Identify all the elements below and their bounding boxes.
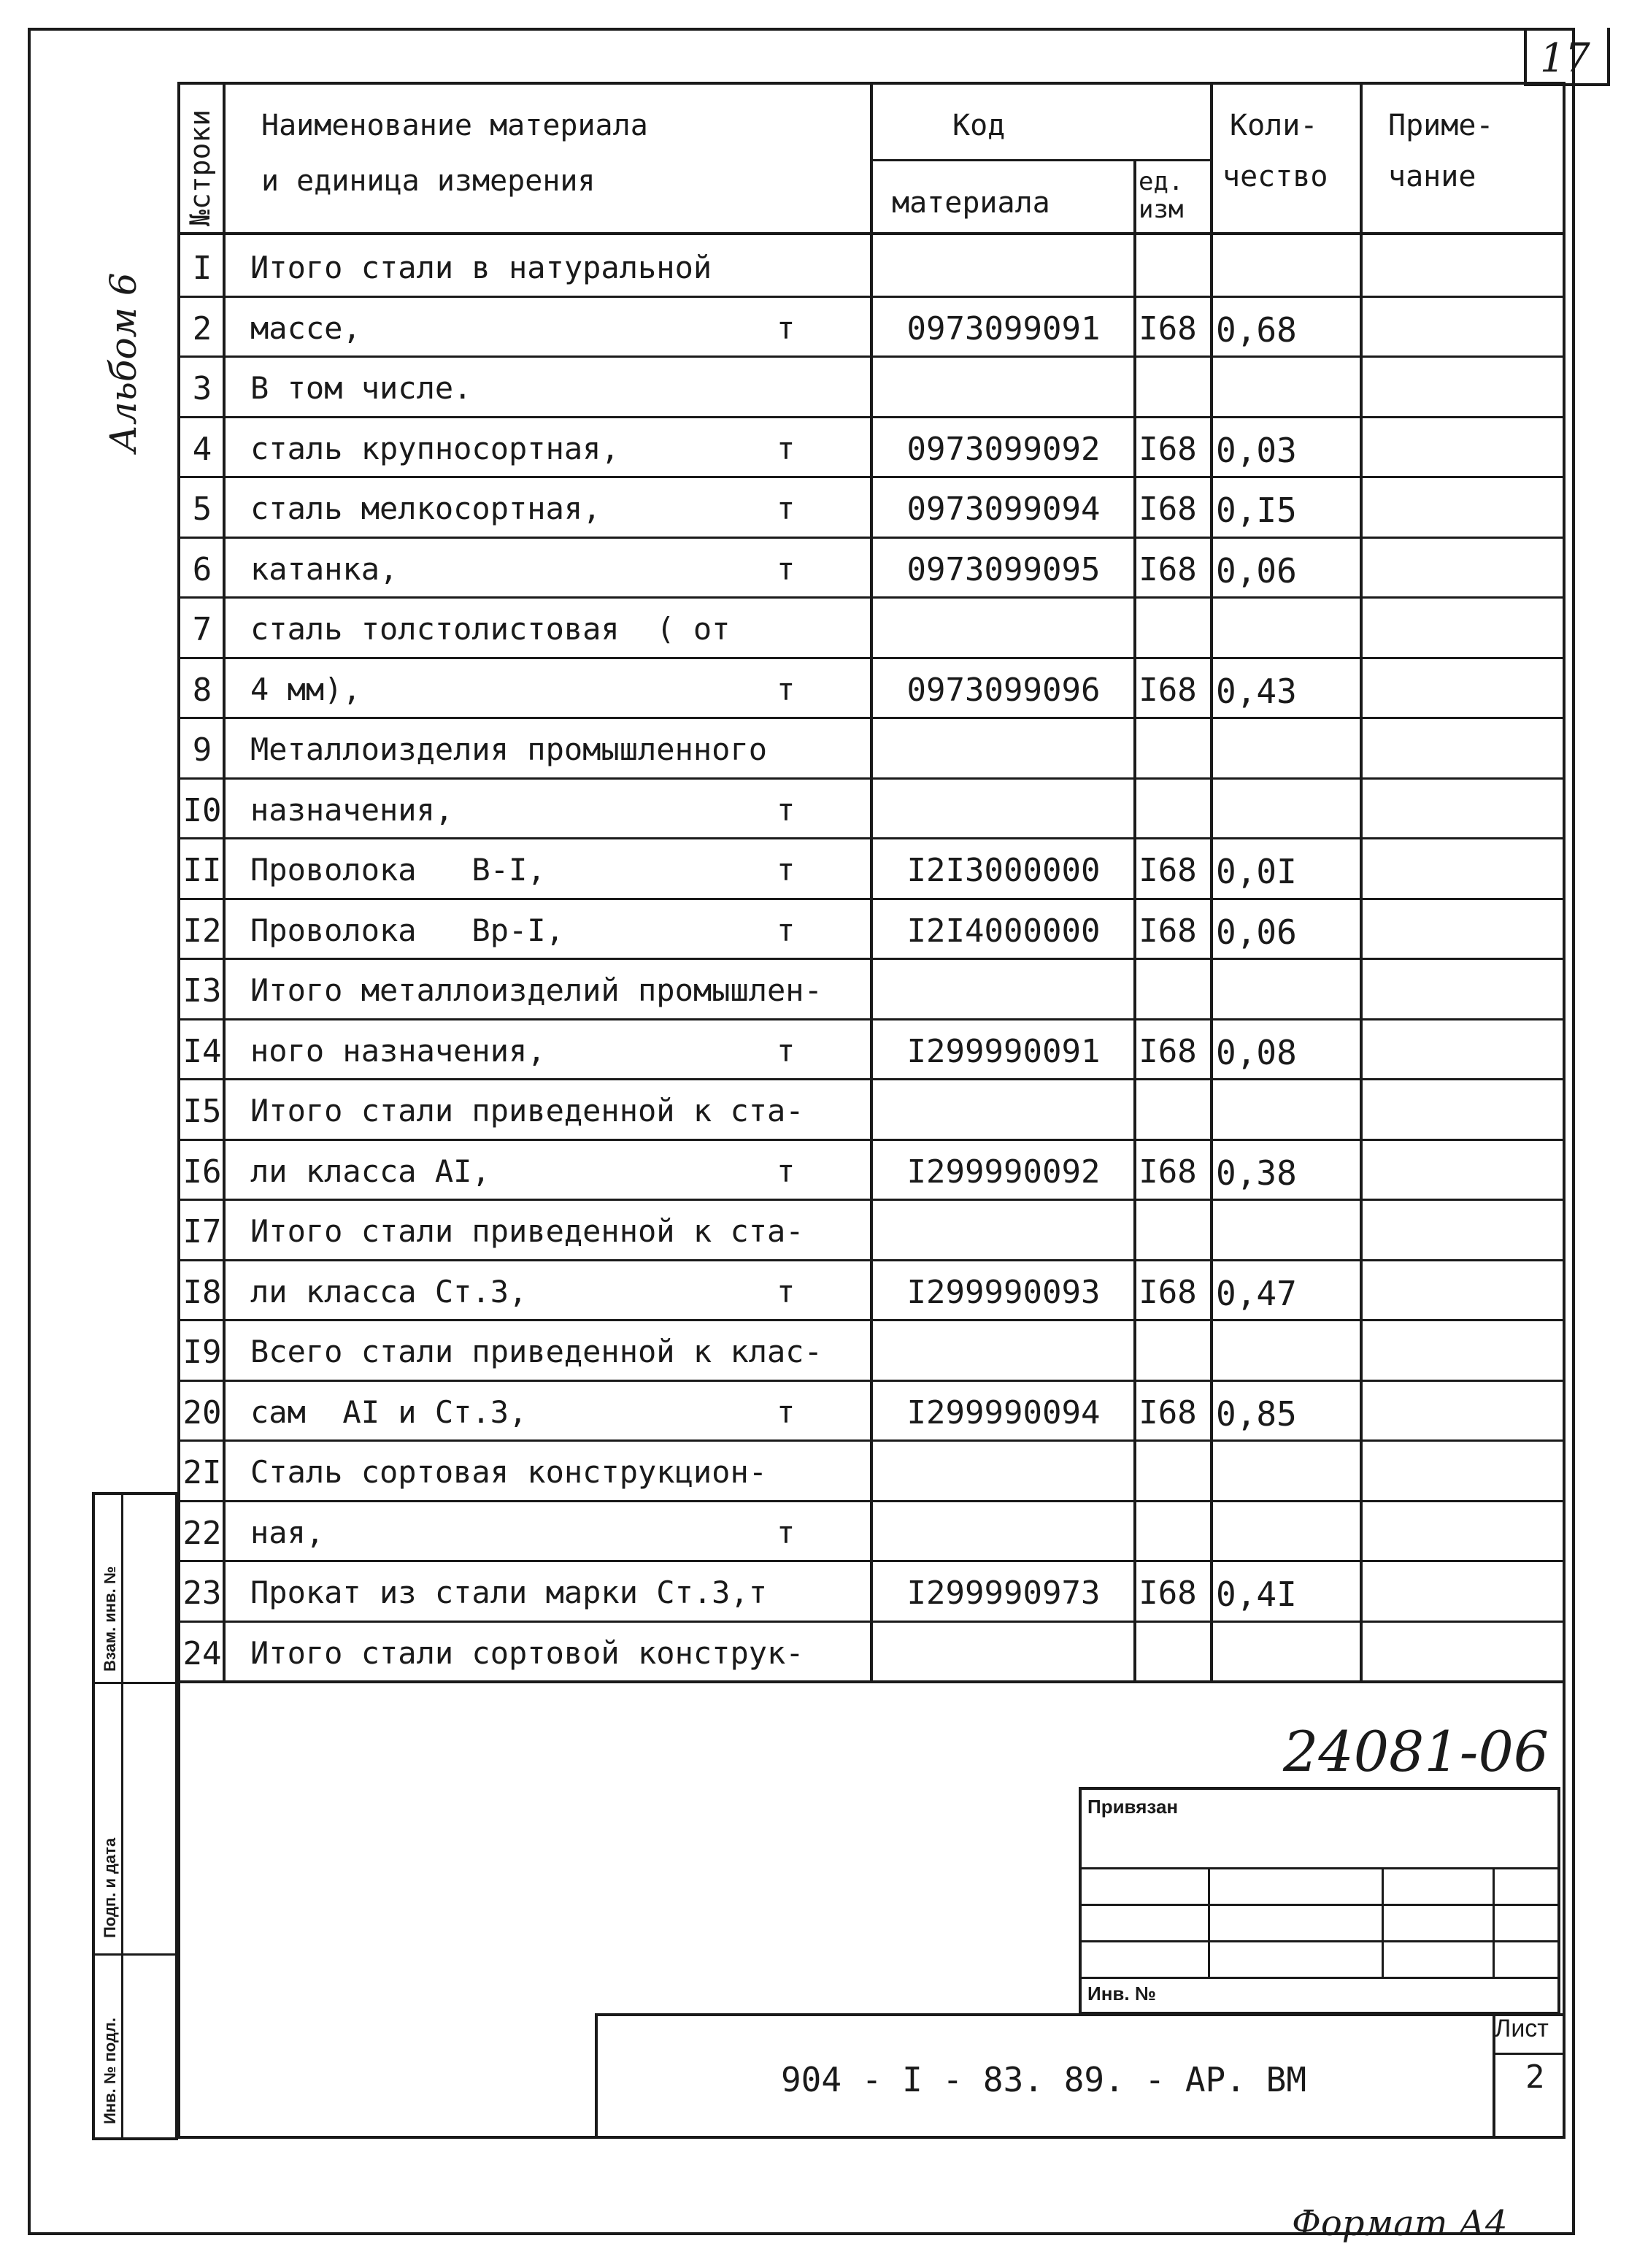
row-quantity: 0,68	[1216, 310, 1297, 350]
row-unit: т	[777, 791, 796, 828]
row-number: 3	[192, 370, 212, 407]
row-unit: т	[777, 1032, 796, 1069]
row-number: I3	[182, 972, 222, 1010]
row-divider	[177, 296, 1566, 298]
row-material-code: I299990092	[906, 1153, 1101, 1191]
row-divider	[177, 416, 1566, 418]
row-number: 2	[192, 310, 212, 347]
row-number: 6	[192, 550, 212, 588]
row-divider	[177, 1018, 1566, 1020]
format-label: Формат А4	[1292, 2203, 1508, 2244]
header-unit-line2: изм	[1139, 195, 1184, 224]
row-unit: т	[777, 1394, 796, 1430]
row-material-code: I299990093	[906, 1273, 1101, 1311]
row-number: I2	[182, 912, 222, 950]
side-inv-podl: Инв. № подл.	[101, 2018, 119, 2124]
row-number: 20	[182, 1394, 222, 1431]
row-name: сталь толстолистовая ( от	[250, 611, 731, 647]
row-divider	[177, 1078, 1566, 1080]
row-name: ли класса AI,	[250, 1153, 490, 1189]
row-quantity: 0,85	[1216, 1394, 1297, 1434]
row-name: Итого металлоизделий промышлен-	[250, 972, 823, 1008]
row-unit: т	[777, 430, 796, 466]
row-material-code: 0973099091	[906, 310, 1101, 347]
row-name: ная,	[250, 1514, 325, 1550]
row-divider	[177, 537, 1566, 539]
row-material-code: I2I4000000	[906, 912, 1101, 950]
row-measure-code: I68	[1139, 852, 1197, 889]
row-quantity: 0,03	[1216, 430, 1297, 470]
row-material-code: 0973099095	[906, 550, 1101, 588]
row-unit: т	[777, 852, 796, 888]
row-divider	[177, 355, 1566, 358]
row-name: сам AI и Ст.3,	[250, 1394, 528, 1430]
row-quantity: 0,4I	[1216, 1575, 1297, 1614]
row-divider	[177, 476, 1566, 478]
side-inner-line	[121, 1492, 123, 2140]
row-number: 8	[192, 671, 212, 709]
row-quantity: 0,06	[1216, 912, 1297, 952]
header-qty-line2: чество	[1222, 160, 1328, 193]
row-quantity: 0,08	[1216, 1032, 1297, 1072]
row-divider	[177, 958, 1566, 960]
row-number: 2I	[182, 1454, 222, 1491]
sheet-number: 17	[1540, 35, 1590, 81]
table-bottom-line	[177, 1680, 1566, 1683]
document-code: 904 - I - 83. 89. - АР. ВМ	[780, 2060, 1307, 2099]
row-quantity: 0,47	[1216, 1273, 1297, 1313]
row-quantity: 0,0I	[1216, 852, 1297, 891]
side-divider-2	[92, 1953, 178, 1956]
row-name: массе,	[250, 310, 361, 346]
row-divider	[177, 1621, 1566, 1623]
row-name: Всего стали приведенной к клас-	[250, 1334, 823, 1369]
row-measure-code: I68	[1139, 491, 1197, 528]
row-measure-code: I68	[1139, 550, 1197, 588]
row-name: назначения,	[250, 791, 454, 828]
row-divider	[177, 898, 1566, 900]
row-number: I5	[182, 1093, 222, 1130]
row-number: I0	[182, 791, 222, 829]
row-divider	[177, 837, 1566, 839]
header-subdivider	[870, 159, 1213, 161]
row-measure-code: I68	[1139, 310, 1197, 347]
row-name: ного назначения,	[250, 1032, 546, 1069]
row-divider	[177, 1380, 1566, 1382]
row-number: 9	[192, 731, 212, 769]
row-name: сталь крупносортная,	[250, 430, 620, 466]
row-divider	[177, 1139, 1566, 1141]
row-material-code: 0973099094	[906, 491, 1101, 528]
row-number: I4	[182, 1032, 222, 1070]
inventory-label: Инв. №	[1087, 1983, 1156, 2004]
binding-line-1	[1079, 1867, 1560, 1869]
row-material-code: I299990973	[906, 1575, 1101, 1612]
row-number: I8	[182, 1273, 222, 1311]
row-unit: т	[777, 310, 796, 346]
row-divider	[177, 1259, 1566, 1261]
row-unit: т	[777, 671, 796, 707]
row-name: Итого стали в натуральной	[250, 250, 712, 285]
row-quantity: 0,43	[1216, 671, 1297, 711]
row-name: Итого стали сортовой конструк-	[250, 1634, 804, 1671]
row-material-code: 0973099092	[906, 430, 1101, 468]
header-material-code: материала	[892, 186, 1050, 220]
side-divider-1	[92, 1682, 178, 1684]
project-number-stamp: 24081-06	[1283, 1719, 1549, 1784]
row-unit: т	[777, 1273, 796, 1310]
sheet-label: Лист	[1495, 2015, 1549, 2042]
row-divider	[177, 596, 1566, 599]
row-number: I7	[182, 1213, 222, 1250]
row-divider	[177, 1319, 1566, 1321]
header-code: Код	[952, 109, 1006, 142]
row-number: I	[192, 250, 212, 287]
row-unit: т	[777, 1153, 796, 1189]
row-quantity: 0,06	[1216, 550, 1297, 591]
header-row-number: №строки	[184, 109, 216, 226]
header-unit-line1: ед.	[1139, 167, 1184, 196]
row-measure-code: I68	[1139, 1575, 1197, 1612]
row-divider	[177, 1560, 1566, 1562]
row-divider	[177, 717, 1566, 719]
row-unit: т	[777, 491, 796, 526]
row-name: Металлоизделия промышленного	[250, 731, 768, 767]
row-name: катанка,	[250, 550, 398, 587]
row-name: ли класса Ст.3,	[250, 1273, 528, 1310]
side-vzam-inv: Взам. инв. №	[101, 1566, 119, 1672]
row-unit: т	[777, 1514, 796, 1550]
row-divider	[177, 777, 1566, 780]
row-number: 24	[182, 1634, 222, 1672]
row-measure-code: I68	[1139, 1273, 1197, 1311]
binding-label: Привязан	[1087, 1796, 1179, 1818]
row-quantity: 0,I5	[1216, 491, 1297, 530]
row-name: Итого стали приведенной к ста-	[250, 1093, 804, 1129]
row-name: Прокат из стали марки Ст.3,т	[250, 1575, 768, 1610]
sheet-box-divider	[1493, 2053, 1566, 2055]
album-label: Альбом 6	[102, 272, 145, 453]
row-measure-code: I68	[1139, 1032, 1197, 1070]
header-note-line1: Приме-	[1388, 109, 1494, 142]
row-number: 4	[192, 430, 212, 468]
row-measure-code: I68	[1139, 1153, 1197, 1191]
row-divider	[177, 1199, 1566, 1201]
row-measure-code: I68	[1139, 671, 1197, 709]
row-divider	[177, 1439, 1566, 1442]
row-material-code: I299990091	[906, 1032, 1101, 1070]
row-number: 23	[182, 1575, 222, 1612]
side-podp-data: Подп. и дата	[101, 1837, 119, 1938]
row-number: 22	[182, 1514, 222, 1552]
row-number: II	[182, 852, 222, 889]
row-name: В том числе.	[250, 370, 472, 406]
row-number: I6	[182, 1153, 222, 1191]
header-name-line1: Наименование материала	[261, 109, 648, 142]
row-divider	[177, 657, 1566, 659]
row-name: 4 мм),	[250, 671, 361, 707]
col-divider-qty	[1360, 82, 1363, 1682]
row-name: сталь мелкосортная,	[250, 491, 601, 526]
row-name: Сталь сортовая конструкцион-	[250, 1454, 768, 1490]
row-material-code: I299990094	[906, 1394, 1101, 1431]
binding-col-3	[1493, 1867, 1495, 1977]
row-name: Проволока B-I,	[250, 852, 546, 888]
row-name: Проволока Bp-I,	[250, 912, 564, 948]
header-name-line2: и единица измерения	[261, 164, 596, 198]
header-qty-line1: Коли-	[1230, 109, 1318, 142]
row-measure-code: I68	[1139, 1394, 1197, 1431]
row-measure-code: I68	[1139, 912, 1197, 950]
row-quantity: 0,38	[1216, 1153, 1297, 1193]
binding-line-2	[1079, 1904, 1560, 1906]
binding-line-4	[1079, 1977, 1560, 1979]
row-measure-code: I68	[1139, 430, 1197, 468]
sheet-value: 2	[1525, 2059, 1545, 2096]
row-number: 5	[192, 491, 212, 528]
row-divider	[177, 1500, 1566, 1502]
header-note-line2: чание	[1388, 160, 1476, 193]
binding-col-1	[1208, 1867, 1210, 1977]
row-number: I9	[182, 1334, 222, 1371]
row-unit: т	[777, 550, 796, 587]
binding-line-3	[1079, 1940, 1560, 1942]
row-material-code: I2I3000000	[906, 852, 1101, 889]
row-number: 7	[192, 611, 212, 648]
binding-col-2	[1382, 1867, 1384, 1977]
row-unit: т	[777, 912, 796, 948]
row-material-code: 0973099096	[906, 671, 1101, 709]
binding-stamp-box	[1079, 1787, 1560, 2015]
row-name: Итого стали приведенной к ста-	[250, 1213, 804, 1249]
col-divider-unit	[1210, 82, 1213, 1682]
